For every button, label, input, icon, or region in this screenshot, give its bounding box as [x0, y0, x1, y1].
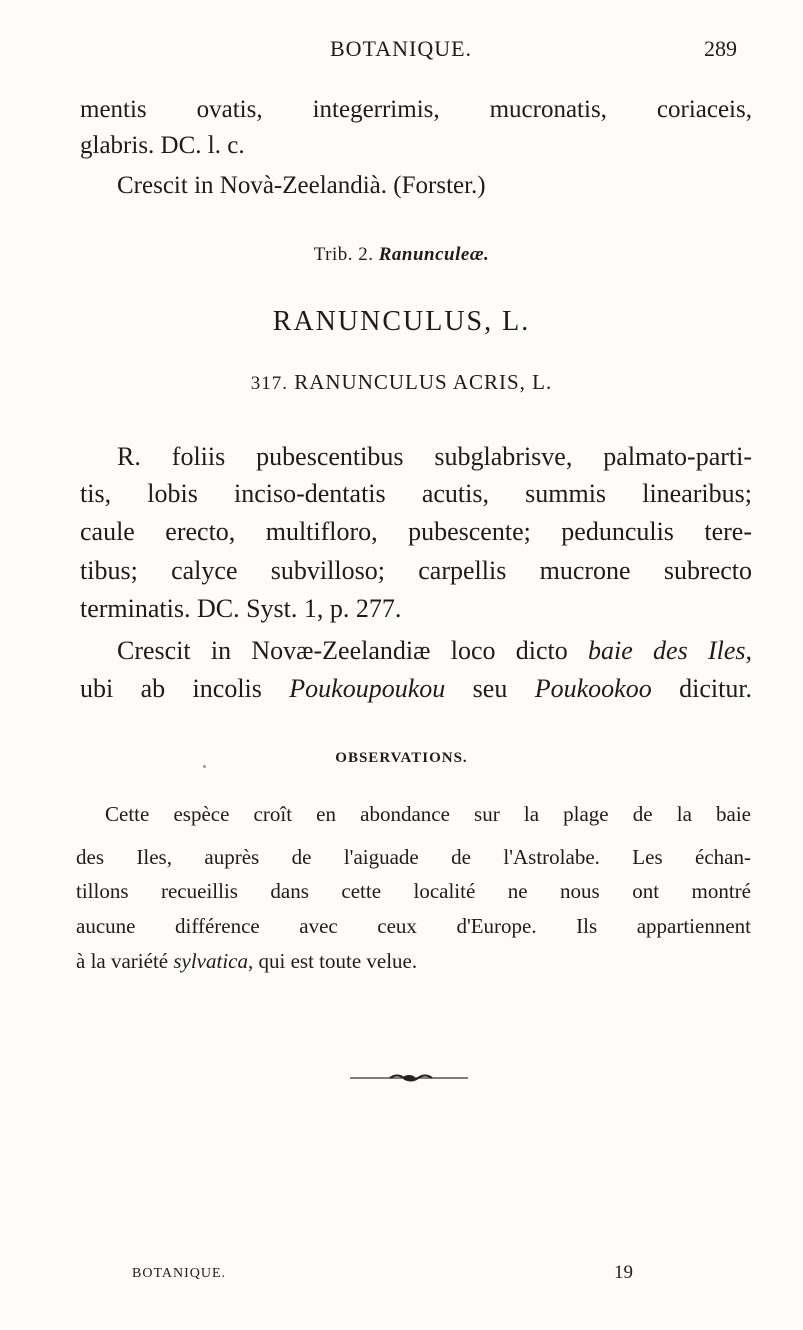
description-line: tis, lobis inciso-dentatis acutis, summis linearibus; [80, 479, 752, 508]
description-line: R. foliis pubescentibus subglabrisve, palmato-parti- [117, 442, 752, 471]
description-line: caule erecto, multifloro, pubescente; pedunculis tere- [80, 517, 752, 546]
habitat-line: Crescit in Novà-Zeelandià. (Forster.) [117, 172, 486, 199]
native-name: Poukookoo [534, 674, 652, 703]
native-name: Poukoupoukou [289, 674, 446, 703]
habitat-text: seu [472, 674, 508, 703]
page-number: 289 [704, 36, 737, 61]
continuation-line: mentis ovatis, integerrimis, mucronatis, coriaceis, [80, 96, 752, 123]
tribe-name: Ranunculeæ. [378, 244, 490, 265]
ornament-divider-icon [350, 1072, 468, 1084]
habitat-text: dicitur. [679, 674, 753, 703]
species-name: RANUNCULUS ACRIS, L. [294, 370, 553, 394]
tribe-heading [0, 244, 803, 266]
footer-signature: BOTANIQUE. [132, 1266, 227, 1281]
running-header: BOTANIQUE. [330, 36, 473, 61]
tribe-prefix: Trib. 2. [313, 244, 374, 265]
habitat-text: ubi ab incolis [80, 674, 262, 703]
variety-name: sylvatica, [173, 949, 254, 973]
observation-text: qui est toute velue. [258, 949, 418, 973]
description-line: terminatis. DC. Syst. 1, p. 277. [80, 594, 402, 623]
observation-line: tillons recueillis dans cette localité ne nous ont montré [76, 879, 751, 903]
description-line: tibus; calyce subvilloso; carpellis mucrone subrecto [80, 556, 752, 585]
observation-text: à la variété [76, 949, 169, 973]
continuation-line: glabris. DC. l. c. [80, 132, 245, 159]
observation-line: aucune différence avec ceux d'Europe. Ils appartiennent [76, 914, 751, 938]
observations-heading: OBSERVATIONS. [335, 750, 468, 766]
species-heading [0, 370, 803, 395]
habitat-text: Crescit in Novæ-Zeelandiæ loco dicto [117, 636, 568, 665]
observation-line: des Iles, auprès de l'aiguade de l'Astrolabe. Les échan- [76, 845, 751, 869]
genus-heading: RANUNCULUS, L. [272, 306, 531, 337]
signature-number: 19 [614, 1262, 633, 1283]
observation-line [76, 947, 751, 975]
habitat-line [80, 672, 752, 705]
habitat-locality: baie des Iles, [588, 636, 753, 665]
species-number: 317. [250, 373, 288, 394]
observation-line: Cette espèce croît en abondance sur la plage de la baie [105, 802, 751, 826]
habitat-line [117, 634, 752, 667]
